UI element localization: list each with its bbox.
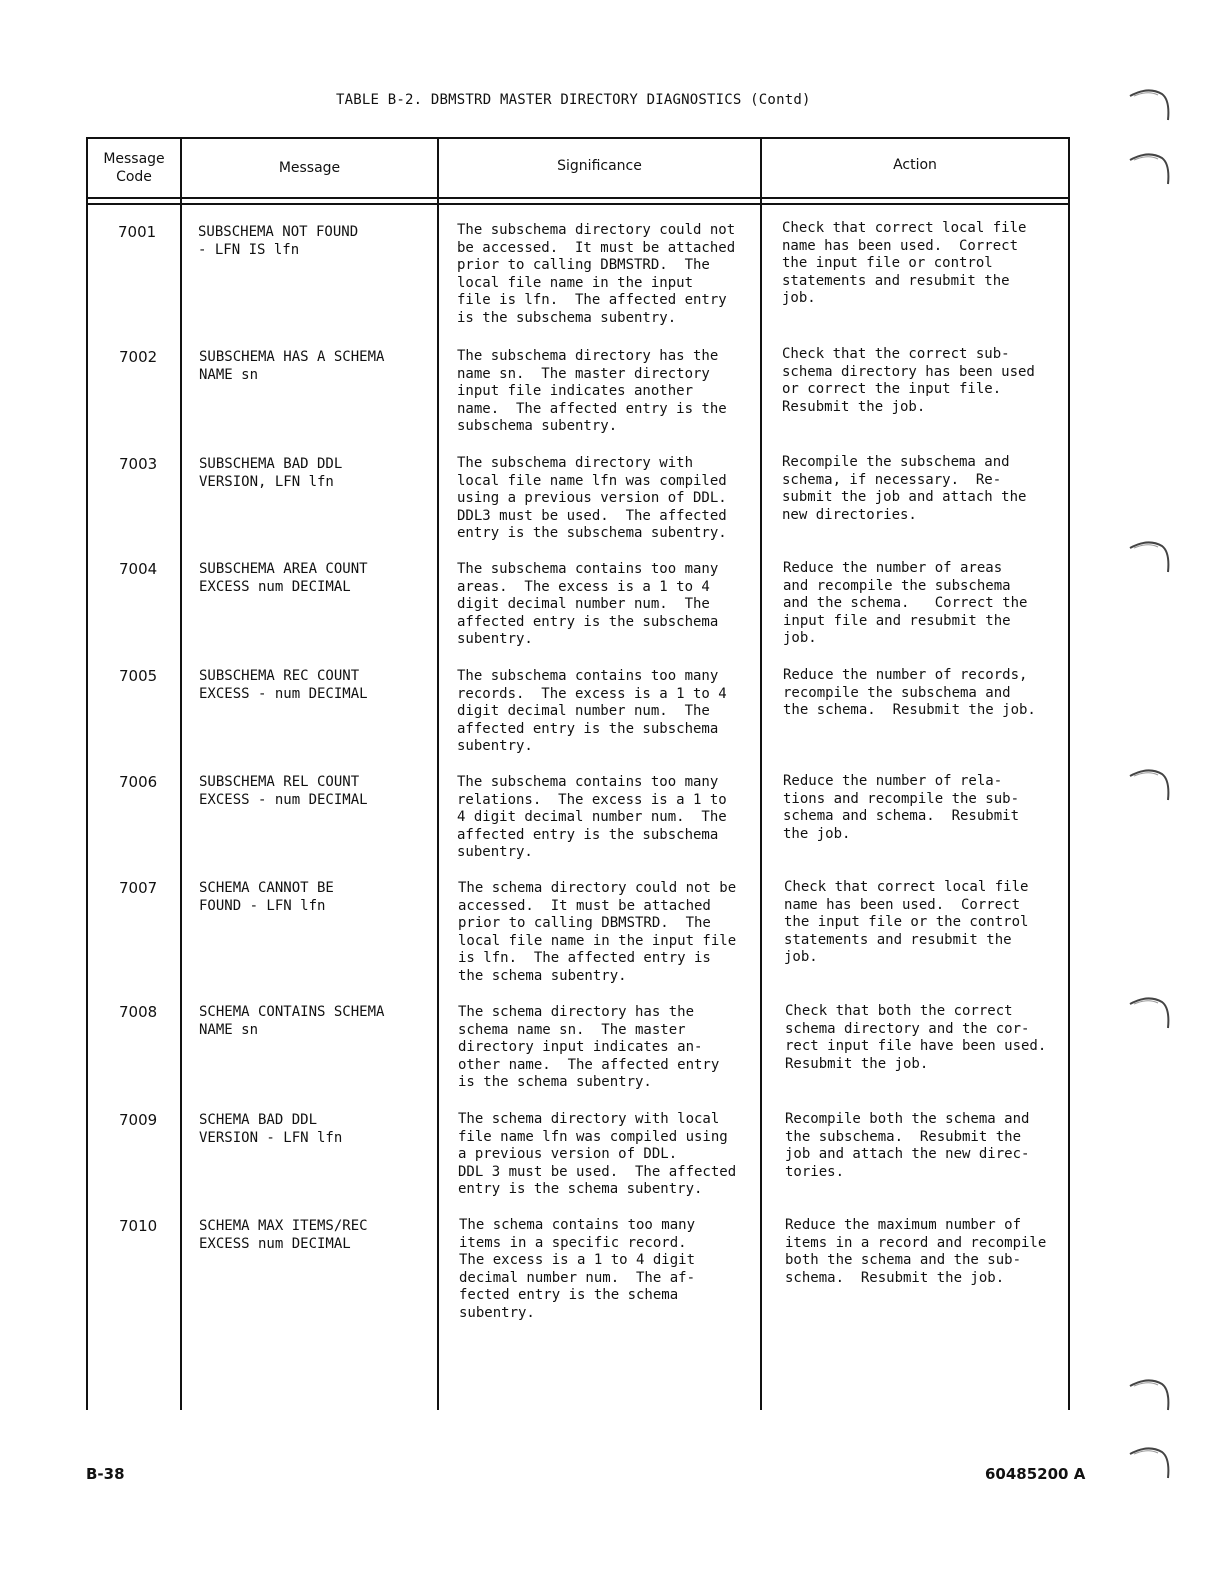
- row-significance: The subschema directory has the name sn. The master directory input file indicates another name. The affected entry is the subschema subentry.: [457, 348, 727, 435]
- row-message: SCHEMA CANNOT BE FOUND - LFN lfn: [199, 880, 334, 914]
- row-code: 7006: [119, 773, 158, 791]
- row-significance: The subschema directory with local file name lfn was compiled using a previous version of DDL. DDL3 must be used. The affected entry is the subschema subentry.: [457, 455, 727, 542]
- table-title: TABLE B-2. DBMSTRD MASTER DIRECTORY DIAGNOSTICS (Contd): [336, 92, 811, 108]
- row-message: SCHEMA CONTAINS SCHEMA NAME sn: [199, 1004, 385, 1038]
- row-code: 7009: [119, 1111, 158, 1129]
- row-message: SUBSCHEMA NOT FOUND - LFN IS lfn: [198, 224, 359, 258]
- row-significance: The subschema contains too many relations. The excess is a 1 to 4 digit decimal number num. The affected entry is the subschema subentry.: [457, 774, 727, 861]
- row-message: SUBSCHEMA AREA COUNT EXCESS num DECIMAL: [199, 561, 368, 595]
- row-message: SUBSCHEMA REL COUNT EXCESS - num DECIMAL: [199, 774, 368, 808]
- row-action: Check that correct local file name has been used. Correct the input file or control statements and resubmit the job.: [782, 220, 1027, 307]
- row-action: Check that correct local file name has been used. Correct the input file or the control statements and resubmit the job.: [784, 879, 1029, 966]
- row-message: SUBSCHEMA HAS A SCHEMA NAME sn: [199, 349, 385, 383]
- column-border-right: [1068, 137, 1070, 1410]
- row-action: Recompile the subschema and schema, if necessary. Re- submit the job and attach the new directories.: [782, 454, 1027, 523]
- column-border-message-significance: [437, 137, 439, 1410]
- row-code: 7004: [119, 560, 158, 578]
- punch-hole-icon: [1128, 766, 1174, 802]
- row-code: 7005: [119, 667, 158, 685]
- punch-hole-icon: [1128, 994, 1174, 1030]
- row-code: 7008: [119, 1003, 158, 1021]
- document-number: 60485200 A: [985, 1465, 1086, 1483]
- row-action: Check that both the correct schema directory and the cor- rect input file have been used. Resubmit the job.: [785, 1003, 1047, 1072]
- page-number: B-38: [86, 1465, 125, 1483]
- column-border-code-message: [180, 137, 182, 1410]
- punch-hole-icon: [1128, 538, 1174, 574]
- column-border-left: [86, 137, 88, 1410]
- row-significance: The subschema contains too many areas. The excess is a 1 to 4 digit decimal number num. The affected entry is the subschema subentry.: [457, 561, 719, 648]
- header-significance: Significance: [557, 158, 642, 174]
- row-action: Reduce the number of records, recompile the subschema and the schema. Resubmit the job.: [783, 667, 1036, 719]
- header-message-code: Message Code: [103, 151, 165, 185]
- row-code: 7001: [118, 223, 157, 241]
- row-action: Reduce the number of rela- tions and recompile the sub- schema and schema. Resubmit the job.: [783, 773, 1020, 842]
- row-significance: The schema contains too many items in a specific record. The excess is a 1 to 4 digit decimal number num. The af- fected entry is the schema subentry.: [459, 1217, 696, 1321]
- row-code: 7007: [119, 879, 158, 897]
- row-message: SUBSCHEMA REC COUNT EXCESS - num DECIMAL: [199, 668, 368, 702]
- table-top-border: [86, 137, 1070, 139]
- row-significance: The schema directory with local file name lfn was compiled using a previous version of DDL. DDL 3 must be used. The affected entry is the schema subentry.: [458, 1111, 737, 1198]
- row-code: 7003: [119, 455, 158, 473]
- row-action: Reduce the maximum number of items in a record and recompile both the schema and the sub- schema. Resubmit the job.: [785, 1217, 1047, 1286]
- column-border-significance-action: [760, 137, 762, 1410]
- row-significance: The subschema directory could not be accessed. It must be attached prior to calling DBMSTRD. The local file name in the input file is lfn. The affected entry is the subschema subentry.: [457, 222, 736, 326]
- row-significance: The schema directory has the schema name sn. The master directory input indicates an- other name. The affected entry is the schema subentry.: [458, 1004, 720, 1091]
- header-message: Message: [278, 160, 341, 176]
- header-separator-top: [86, 197, 1070, 199]
- punch-hole-icon: [1128, 150, 1174, 186]
- header-action: Action: [893, 157, 937, 173]
- row-message: SUBSCHEMA BAD DDL VERSION, LFN lfn: [199, 456, 343, 490]
- row-action: Check that the correct sub- schema directory has been used or correct the input file. Resubmit the job.: [782, 346, 1035, 415]
- row-message: SCHEMA MAX ITEMS/REC EXCESS num DECIMAL: [199, 1218, 368, 1252]
- row-action: Recompile both the schema and the subschema. Resubmit the job and attach the new direc- tories.: [785, 1111, 1030, 1180]
- row-significance: The schema directory could not be accessed. It must be attached prior to calling DBMSTRD. The local file name in the input file is lfn. The affected entry is the schema subentry.: [458, 880, 737, 984]
- header-separator-bottom: [86, 203, 1070, 205]
- row-code: 7010: [119, 1217, 158, 1235]
- punch-hole-icon: [1128, 1376, 1174, 1412]
- punch-hole-icon: [1128, 86, 1174, 122]
- row-action: Reduce the number of areas and recompile the subschema and the schema. Correct the input file and resubmit the job.: [783, 560, 1028, 647]
- row-message: SCHEMA BAD DDL VERSION - LFN lfn: [199, 1112, 343, 1146]
- row-code: 7002: [119, 348, 158, 366]
- punch-hole-icon: [1128, 1444, 1174, 1480]
- row-significance: The subschema contains too many records. The excess is a 1 to 4 digit decimal number num. The affected entry is the subschema subentry.: [457, 668, 727, 755]
